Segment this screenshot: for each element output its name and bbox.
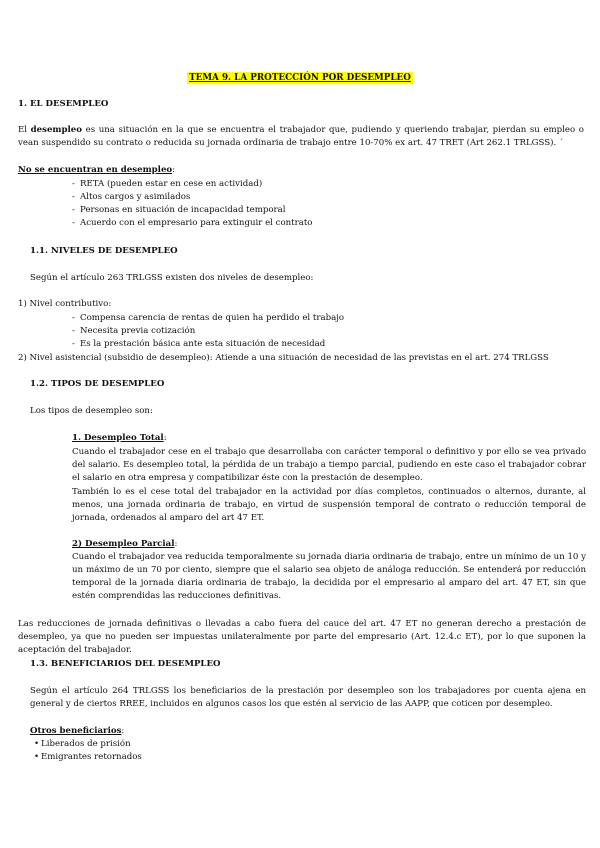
document-title: TEMA 9. LA PROTECCIÓN POR DESEMPLEO — [189, 73, 411, 83]
section-1-intro — [18, 124, 584, 150]
list-item: - Es la prestación básica ante esta situación de necesidad — [72, 338, 572, 351]
list-item: • Emigrantes retornados — [34, 751, 334, 764]
not-heading-text: No se encuentran en desempleo — [18, 165, 173, 175]
section-1-3-intro: Según el artículo 264 TRLGSS los beneficiarios de la prestación por desempleo son los trabajadores por cuenta ajena en general y de ciertos RREE, incluidos en algunos casos los que estén al servicio de las AAPP, que coticen por desempleo. — [30, 686, 586, 709]
type-1-colon: : — [163, 433, 167, 443]
list-item: - Altos cargos y asimilados — [72, 191, 572, 204]
list-item: - Personas en situación de incapacidad temporal — [72, 204, 572, 217]
type-2-paragraph-1: Cuando el trabajador vea reducida temporalmente su jornada diaria ordinaria de trabajo, entre un mínimo de un 10 y un máximo de un 70 por ciento, siempre que el salario sea objeto de análoga reducción. Se entenderá por reducción temporal de la jornada diaria ordinaria de trabajo, la decidida por el empresario al amparo del art. 47 ET, sin que estén comprendidas las reducciones definitivas. — [72, 552, 586, 601]
level-1-list — [72, 312, 572, 351]
not-in-unemployment-list — [72, 178, 572, 230]
type-1-paragraph-1: Cuando el trabajador cese en el trabajo que desarrollaba con carácter temporal o definitivo y por ello se vea privado del salario. Es desempleo total, la pérdida de un trabajo a tiempo parcial, pudiendo en este caso el trabajador cobrar el salario en otra empresa y compatibilizar éste con la prestación de desempleo. — [72, 447, 586, 483]
section-1-3-heading: 1.3. BENEFICIARIOS DEL DESEMPLEO — [30, 659, 221, 669]
others-colon: : — [121, 726, 125, 736]
title-wrap — [0, 72, 600, 85]
type-1-heading-text: 1. Desempleo Total — [72, 433, 164, 443]
level-1-label: 1) Nivel contributivo: — [18, 299, 112, 309]
other-beneficiaries-list — [34, 738, 334, 764]
section-1-2-closing: Las reducciones de jornada definitivas o llevadas a cabo fuera del cauce del art. 47 ET no generan derecho a prestación de desempleo, ya que no pueden ser impuestas unilateralmente por parte del empresario (Art. 12.4.c ET), por lo que suponen la aceptación del trabajador. — [18, 619, 586, 655]
list-item: - Acuerdo con el empresario para extinguir el contrato — [72, 217, 572, 230]
section-1-1-heading: 1.1. NIVELES DE DESEMPLEO — [30, 246, 178, 256]
level-2-text: 2) Nivel asistencial (subsidio de desempleo): Atiende a una situación de necesidad de las previstas en el art. 274 TRLGSS — [18, 353, 549, 363]
type-2-heading-text: 2) Desempleo Parcial — [72, 539, 175, 549]
section-1-2-heading: 1.2. TIPOS DE DESEMPLEO — [30, 379, 165, 389]
others-heading-text: Otros beneficiarios — [30, 726, 122, 736]
list-item: • Liberados de prisión — [34, 738, 334, 751]
other-beneficiaries-heading — [30, 725, 124, 738]
section-1-1-intro: Según el artículo 263 TRLGSS existen dos niveles de desempleo: — [30, 273, 314, 283]
desempleo-term: desempleo — [30, 125, 82, 135]
list-item: - RETA (pueden estar en cese en actividad) — [72, 178, 572, 191]
section-1-2-intro: Los tipos de desempleo son: — [30, 406, 153, 416]
list-item: - Compensa carencia de rentas de quien ha perdido el trabajo — [72, 312, 572, 325]
section-1-heading: 1. EL DESEMPLEO — [18, 99, 109, 109]
type-2-colon: : — [174, 539, 178, 549]
not-in-unemployment-heading — [18, 164, 175, 177]
type-1-heading — [72, 432, 167, 445]
not-heading-colon: : — [172, 165, 176, 175]
list-item: - Necesita previa cotización — [72, 325, 572, 338]
intro-post: es una situación en la que se encuentra el trabajador que, pudiendo y queriendo trabajar, pierdan su empleo o vean suspendido su contrato o reducida su jornada ordinaria de trabajo entre 10-70% ex art. 47 TRET (Art 262.1 TRLGSS). ´ — [18, 125, 584, 148]
intro-pre: El — [18, 125, 31, 135]
type-2-heading — [72, 538, 177, 551]
type-1-paragraph-2: También lo es el cese total del trabajador en la actividad por días completos, continuados o alternos, durante, al menos, una jornada ordinaria de trabajo, en virtud de suspensión temporal de contrato o reducción temporal de jornada, ordenados al amparo del art 47 ET. — [72, 487, 586, 523]
